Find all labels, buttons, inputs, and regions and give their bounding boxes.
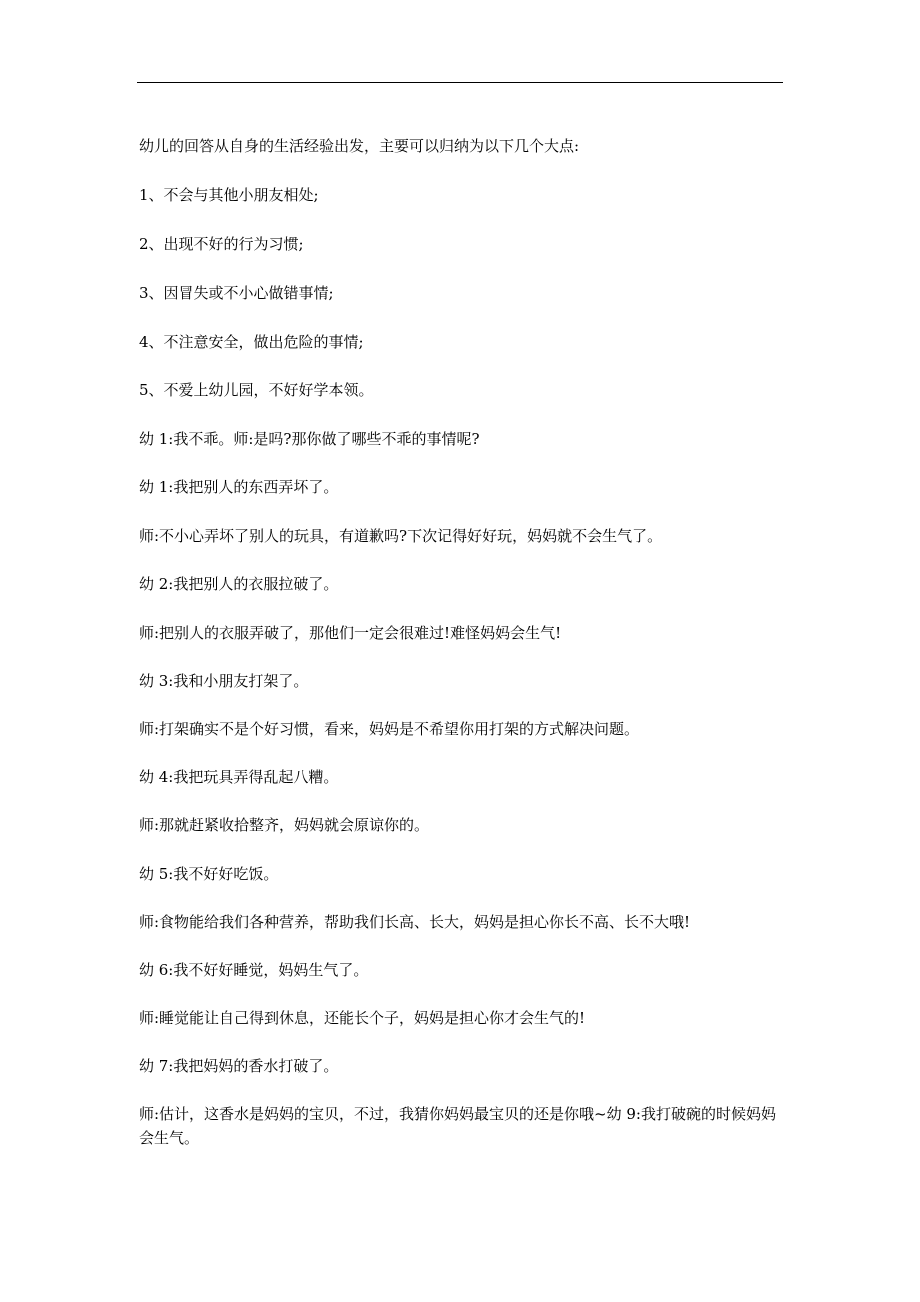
list-item: 5、不爱上幼儿园，不好好学本领。 [139,381,374,399]
dialogue-line: 幼 1:我把别人的东西弄坏了。 [139,478,339,496]
dialogue-line: 幼 1:我不乖。师:是吗?那你做了哪些不乖的事情呢? [139,430,480,448]
list-item: 1、不会与其他小朋友相处; [139,186,319,204]
dialogue-line: 幼 3:我和小朋友打架了。 [139,672,309,690]
dialogue-line: 师:食物能给我们各种营养，帮助我们长高、长大，妈妈是担心你长不高、长不大哦! [139,913,691,931]
paragraph: 幼儿的回答从自身的生活经验出发，主要可以归纳为以下几个大点: [139,137,580,155]
dialogue-line: 幼 4:我把玩具弄得乱起八糟。 [139,768,339,786]
dialogue-line: 幼 6:我不好好睡觉，妈妈生气了。 [139,961,369,979]
list-item: 4、不注意安全，做出危险的事情; [139,333,364,351]
dialogue-line: 师:把别人的衣服弄破了，那他们一定会很难过!难怪妈妈会生气! [139,624,562,642]
dialogue-line: 师:不小心弄坏了别人的玩具，有道歉吗?下次记得好好玩，妈妈就不会生气了。 [139,527,663,545]
dialogue-line: 师:打架确实不是个好习惯，看来，妈妈是不希望你用打架的方式解决问题。 [139,720,640,738]
list-item: 3、因冒失或不小心做错事情; [139,284,334,302]
dialogue-line: 师:估计，这香水是妈妈的宝贝，不过，我猜你妈妈最宝贝的还是你哦~幼 9:我打破碗的时候妈妈会生气。 [139,1105,776,1147]
dialogue-line: 幼 5:我不好好吃饭。 [139,865,279,883]
dialogue-line: 师:那就赶紧收拾整齐，妈妈就会原谅你的。 [139,816,430,834]
dialogue-line: 幼 7:我把妈妈的香水打破了。 [139,1057,339,1075]
dialogue-line: 师:睡觉能让自己得到休息，还能长个子，妈妈是担心你才会生气的! [139,1009,586,1027]
dialogue-line: 幼 2:我把别人的衣服拉破了。 [139,575,339,593]
header-rule [137,82,783,83]
list-item: 2、出现不好的行为习惯; [139,235,304,253]
